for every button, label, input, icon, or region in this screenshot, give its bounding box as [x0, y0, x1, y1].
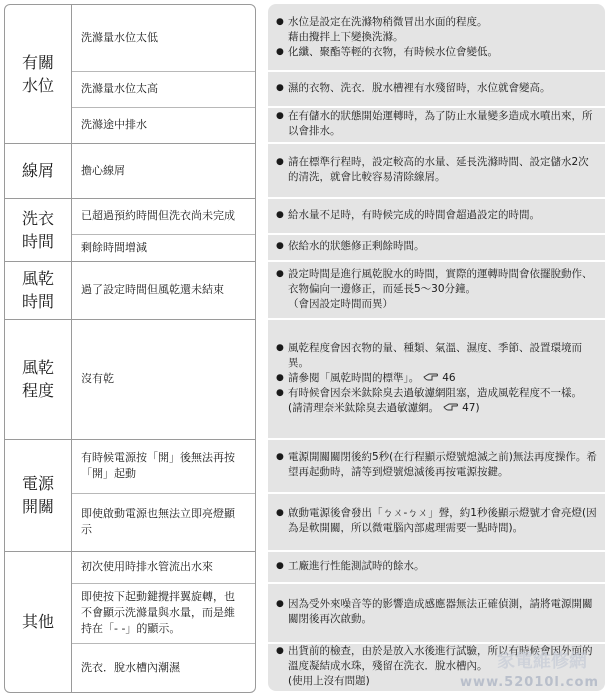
symptom-cell: 洗衣．脫水槽內潮濕 [81, 660, 180, 674]
symptom-cell: 沒有乾 [81, 372, 114, 385]
symptom-cell: 洗滌量水位太高 [81, 82, 158, 95]
cause-note: (使用上沒有問題) [288, 675, 370, 687]
cause-bullet: ● 風乾程度會因衣物的量、種類、氣溫、濕度、季節、設置環境而異。 [276, 341, 582, 369]
cause-cell [268, 106, 605, 142]
cause-cell [268, 260, 605, 318]
cause-bullet: ● 設定時間是進行風乾脫水的時間，實際的運轉時間會依擺脫動作、衣物偏向一邊修正，而延長5～30分鐘。 [276, 267, 593, 295]
category-water-level: 有關 水位 [5, 5, 72, 143]
category-lint: 線屑 [5, 143, 72, 198]
watermark-brand: 家電維修網 [497, 651, 587, 672]
divider [72, 583, 255, 584]
bullet-icon: ● [276, 452, 284, 462]
cause-note: （會因設定時間而異） [288, 297, 393, 310]
cause-cell [268, 233, 605, 260]
symptom-cell: 洗滌途中排水 [81, 118, 147, 131]
symptom-cell: 洗滌量水位太低 [81, 31, 158, 44]
bullet-icon: ● [276, 646, 284, 656]
category-wash-time: 洗衣 時間 [5, 198, 72, 261]
cause-cell [268, 492, 605, 550]
bullet-icon: ● [276, 387, 284, 398]
divider [5, 551, 255, 552]
symptom-cell: 擔心線屑 [81, 163, 125, 177]
divider [5, 198, 255, 199]
pointing-hand-icon [443, 402, 459, 412]
symptom-table [4, 4, 256, 693]
page-ref: 47 [462, 401, 476, 414]
bullet-icon: ● [276, 82, 284, 93]
cause-bullet: ● 化纖、聚酯等輕的衣物，有時候水位會變低。 [276, 45, 498, 58]
bullet-icon: ● [276, 268, 284, 279]
pointing-hand-icon [423, 372, 439, 382]
bullet-icon: ● [276, 46, 284, 57]
divider [5, 439, 255, 440]
divider [72, 493, 255, 494]
cause-bullet: ● 水位是設定在洗滌物稍微冒出水面的程度。 [276, 15, 488, 28]
bullet-icon: ● [276, 111, 284, 121]
cause-cell [268, 318, 605, 438]
bullet-icon: ● [276, 156, 284, 167]
symptom-cell: 剩餘時間增減 [81, 240, 147, 254]
symptom-cell: 即使按下起動鍵攪拌翼旋轉，也不會顯示洗滌量與水量，而是維持在「- -」的顯示。 [81, 590, 235, 635]
divider [5, 261, 255, 262]
symptom-cell: 初次使用時排水管流出水來 [81, 560, 213, 573]
divider [72, 234, 255, 235]
cause-bullet: ● 給水量不足時，有時候完成的時間會超過設定的時間。 [276, 208, 540, 221]
symptom-cell: 已超過預約時間但洗衣尚未完成 [81, 209, 235, 222]
cause-panel [268, 4, 605, 691]
cause-bullet: ● 在有儲水的狀態開始運轉時，為了防止水量變多造成水噴出來，所以會排水。 [276, 110, 593, 137]
cause-note: 藉由攪拌上下變換洗滌。 [288, 30, 404, 43]
bullet-icon: ● [276, 508, 284, 518]
cause-bullet: ● 因為受外來噪音等的影響造成感應器無法正確偵測，請將電源開關關閉後再次啟動。 [276, 598, 593, 625]
bullet-icon: ● [276, 241, 284, 251]
cause-bullet: ● 啟動電源後會發出「ㄅㄨ-ㄅㄨ」聲，約1秒後顯示燈號才會亮燈(因為是軟開關，所以微電腦內部處理需要一點時間)。 [276, 507, 597, 534]
cause-cell [268, 4, 605, 70]
cause-bullet: ● 工廠進行性能測試時的餘水。 [276, 559, 425, 572]
category-power-switch: 電源 開關 [5, 439, 72, 551]
divider [72, 71, 255, 72]
cause-cell [268, 142, 605, 197]
cause-bullet: ● 電源開關關閉後約5秒(在行程顯示燈號熄滅之前)無法再度操作。希望再起動時，請等到燈號熄滅後再按電源按鍵。 [276, 451, 597, 478]
watermark-url: www.52010l.com [460, 675, 599, 690]
divider [5, 319, 255, 320]
divider [72, 643, 255, 644]
cause-note: (請清理奈米鈦除臭去過敏濾網。 47) [288, 401, 480, 414]
category-other: 其他 [5, 551, 72, 692]
bullet-icon: ● [276, 209, 284, 220]
bullet-icon: ● [276, 16, 284, 27]
cause-bullet: ● 請在標準行程時，設定較高的水量、延長洗滌時間、設定儲水2次的清洗，就會比較容易清除線屑。 [276, 155, 589, 183]
symptom-cell: 有時候電源按「開」後無法再按「開」起動 [81, 451, 235, 480]
divider [5, 143, 255, 144]
category-dry-degree: 風乾 程度 [5, 319, 72, 439]
page-ref: 46 [442, 371, 456, 384]
symptom-cell: 過了設定時間但風乾還未結束 [81, 283, 224, 296]
cause-cell [268, 197, 605, 233]
cause-bullet: ● 請參閱「風乾時間的標準」。 46 [276, 371, 456, 384]
bullet-icon: ● [276, 599, 284, 609]
symptom-cell: 即使啟動電源也無法立即亮燈顯示 [81, 507, 235, 536]
cause-bullet: ● 依給水的狀態修正剩餘時間。 [276, 240, 425, 252]
cause-bullet: ● 有時候會因奈米鈦除臭去過敏濾網阻塞，造成風乾程度不一樣。 [276, 386, 582, 399]
bullet-icon: ● [276, 560, 284, 571]
cause-cell [268, 582, 605, 642]
divider [72, 107, 255, 108]
bullet-icon: ● [276, 372, 284, 383]
cause-bullet: ● 出貨前的檢查，由於是放入水後進行試驗，所以有時候會因外面的溫度凝結成水珠，殘留在洗衣．脫水槽內。 [276, 645, 593, 672]
category-dry-time: 風乾 時間 [5, 261, 72, 319]
cause-cell [268, 438, 605, 492]
cause-cell [268, 550, 605, 582]
cause-cell [268, 70, 605, 106]
cause-bullet: ● 濕的衣物、洗衣．脫水槽裡有水殘留時，水位就會變高。 [276, 81, 551, 94]
bullet-icon: ● [276, 342, 284, 353]
